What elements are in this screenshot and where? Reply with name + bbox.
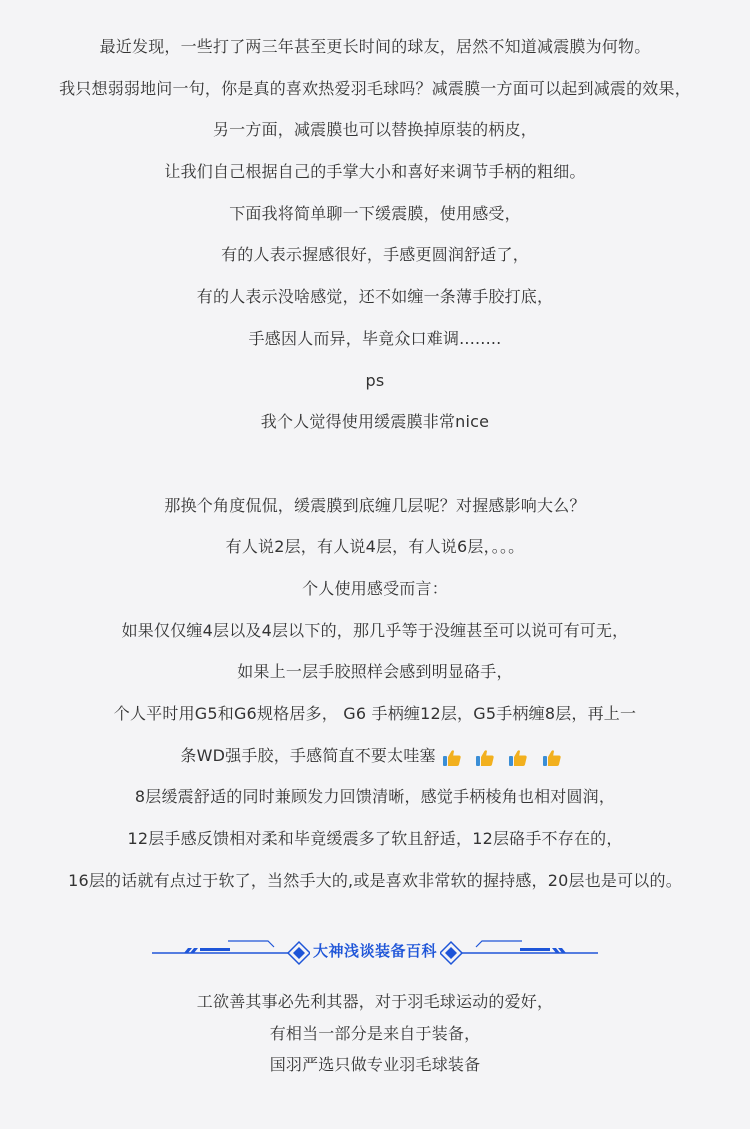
paragraph-line: 如果上一层手胶照样会感到明显硌手， <box>237 662 513 682</box>
section-title: 大神浅谈装备百科 <box>312 942 437 960</box>
paragraph-line: 有的人表示没啥感觉，还不如缠一条薄手胶打底， <box>196 287 554 307</box>
paragraph-text: 条WD强手胶，手感简直不要太哇塞 <box>180 745 436 765</box>
paragraph-line: 8层缓震舒适的同时兼顾发力回馈清晰，感觉手柄棱角也相对圆润， <box>134 787 616 807</box>
footer-line: 有相当一部分是来自于装备， <box>269 1023 481 1043</box>
paragraph-line: 个人使用感受而言： <box>302 578 448 598</box>
paragraph-line: 有的人表示握感很好，手感更圆润舒适了， <box>221 245 529 265</box>
thumbs-up-icon <box>508 749 528 767</box>
paragraph-line: 有人说2层，有人说4层，有人说6层，。。。 <box>225 537 525 557</box>
paragraph-line: 手感因人而异，毕竟众口难调........ <box>248 328 502 348</box>
paragraph-line: 下面我将简单聊一下缓震膜，使用感受， <box>229 203 521 223</box>
footer-line: 国羽严选只做专业羽毛球装备 <box>269 1055 481 1074</box>
paragraph-line: 我只想弱弱地问一句，你是真的喜欢热爱羽毛球吗？减震膜一方面可以起到减震的效果， <box>59 78 691 98</box>
section-divider <box>150 934 600 968</box>
thumbs-up-group <box>442 737 570 779</box>
footer-text <box>0 986 750 1081</box>
article-body <box>0 26 750 901</box>
paragraph-line: 12层手感反馈相对柔和毕竟缓震多了软且舒适，12层硌手不存在的， <box>127 829 623 849</box>
paragraph-line: ps <box>365 370 385 390</box>
paragraph-line: 另一方面，减震膜也可以替换掉原装的柄皮， <box>212 120 537 140</box>
paragraph-line: 16层的话就有点过于软了，当然手大的,或是喜欢非常软的握持感，20层也是可以的。 <box>68 870 682 890</box>
thumbs-up-icon <box>475 749 495 767</box>
paragraph-line: 个人平时用G5和G6规格居多， G6 手柄缠12层，G5手柄缠8层，再上一 <box>113 704 637 723</box>
footer-line: 工欲善其事必先利其器，对于羽毛球运动的爱好， <box>196 992 554 1011</box>
paragraph-line: 如果仅仅缠4层以及4层以下的，那几乎等于没缠甚至可以说可有可无， <box>121 620 629 640</box>
thumbs-up-icon <box>442 749 462 767</box>
paragraph-line: 我个人觉得使用缓震膜非常nice <box>260 412 490 432</box>
thumbs-up-icon <box>542 749 562 767</box>
paragraph-line: 那换个角度侃侃，缓震膜到底缠几层呢？对握感影响大么？ <box>164 495 586 515</box>
paragraph-line-with-thumbs <box>0 735 750 777</box>
paragraph-line: 让我们自己根据自己的手掌大小和喜好来调节手柄的粗细。 <box>164 162 586 182</box>
blank-line <box>0 443 750 485</box>
paragraph-line: 最近发现，一些打了两三年甚至更长时间的球友，居然不知道减震膜为何物。 <box>99 37 651 56</box>
